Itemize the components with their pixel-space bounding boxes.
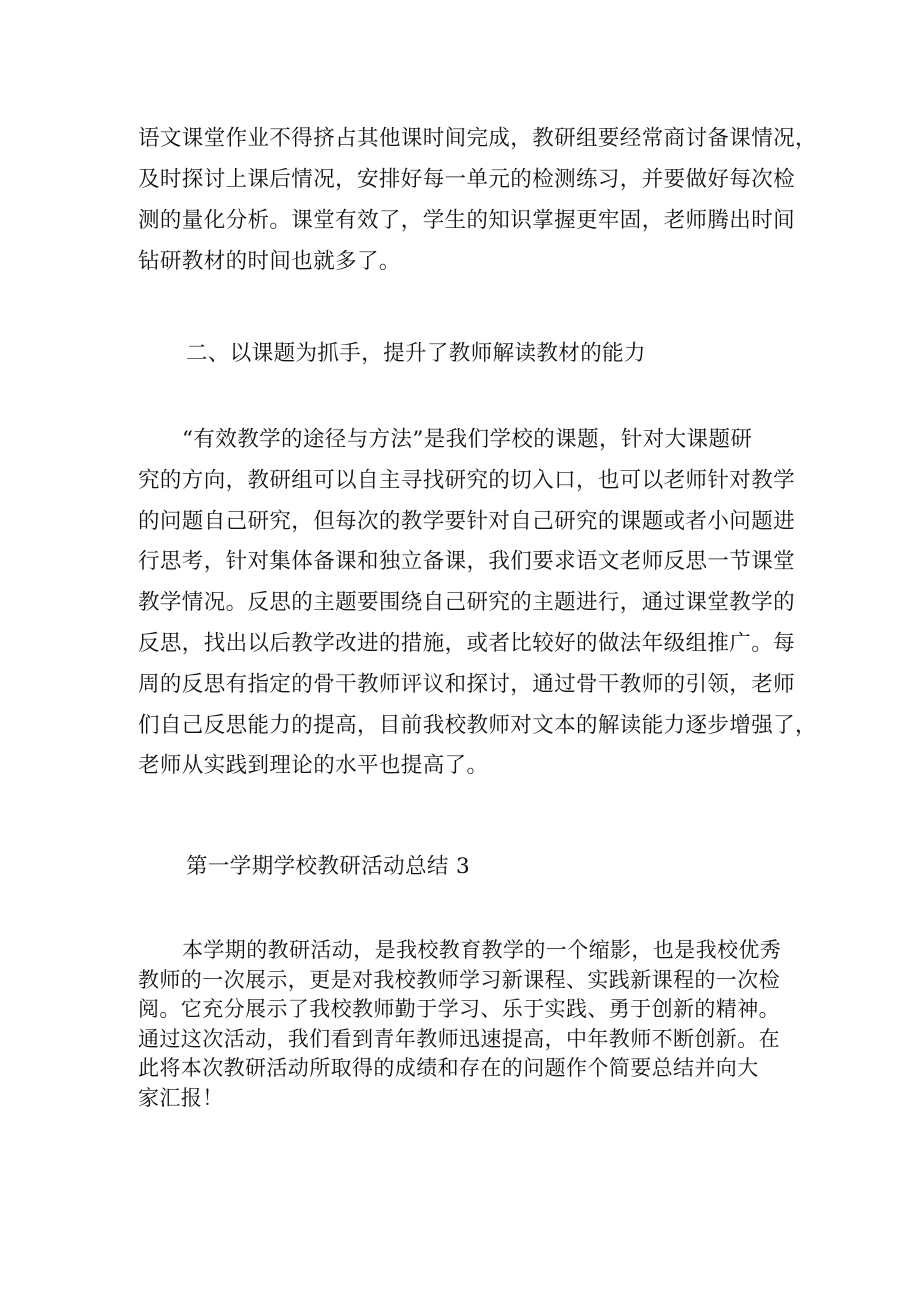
paragraph-2-line: 老师从实践到理论的水平也提高了。 <box>138 753 489 779</box>
paragraph-2-line: 教学情况。反思的主题要围绕自己研究的主题进行，通过课堂教学的 <box>138 590 796 616</box>
paragraph-2-line: “有效教学的途径与方法”是我们学校的课题，针对大课题研 <box>182 427 753 452</box>
paragraph-2 <box>138 420 817 787</box>
paragraph-2-line: 究的方向，教研组可以自主寻找研究的切入口，也可以老师针对教学 <box>138 467 796 493</box>
paragraph-3-line: 本学期的教研活动，是我校教育教学的一个缩影，也是我校优秀 <box>182 938 782 962</box>
paragraph-1-line: 及时探讨上课后情况，安排好每一单元的检测练习，并要做好每次检 <box>138 167 796 192</box>
paragraph-1-line: 测的量化分析。课堂有效了，学生的知识掌握更牢固，老师腾出时间 <box>138 208 796 233</box>
paragraph-2-line: 行思考，针对集体备课和独立备课，我们要求语文老师反思一节课堂 <box>138 549 796 575</box>
paragraph-3 <box>138 936 810 1113</box>
paragraph-1 <box>138 118 817 282</box>
paragraph-2-line: 反思，找出以后教学改进的措施，或者比较好的做法年级组推广。每 <box>138 630 796 656</box>
section-heading-2: 二、以课题为抓手，提升了教师解读教材的能力 <box>186 341 646 366</box>
paragraph-3-line: 教师的一次展示，更是对我校教师学习新课程、实践新课程的一次检 <box>138 967 780 992</box>
paragraph-2-line: 们自己反思能力的提高，目前我校教师对文本的解读能力逐步增强了， <box>138 712 817 738</box>
paragraph-3-line: 此将本次教研活动所取得的成绩和存在的问题作个简要总结并向大 <box>138 1056 759 1080</box>
paragraph-1-line: 钻研教材的时间也就多了。 <box>138 249 401 274</box>
paragraph-3-line: 家汇报！ <box>138 1085 224 1110</box>
paragraph-1-line: 语文课堂作业不得挤占其他课时间完成，教研组要经常商讨备课情况， <box>138 126 817 151</box>
paragraph-3-line: 通过这次活动，我们看到青年教师迅速提高，中年教师不断创新。在 <box>138 1026 780 1051</box>
paragraph-2-line: 的问题自己研究，但每次的教学要针对自己研究的课题或者小问题进 <box>138 508 796 534</box>
section-heading-3: 第一学期学校教研活动总结 3 <box>186 854 471 879</box>
paragraph-3-line: 阅。它充分展示了我校教师勤于学习、乐于实践、勇于创新的精神。 <box>138 997 780 1021</box>
paragraph-2-line: 周的反思有指定的骨干教师评议和探讨，通过骨干教师的引领，老师 <box>138 671 796 697</box>
